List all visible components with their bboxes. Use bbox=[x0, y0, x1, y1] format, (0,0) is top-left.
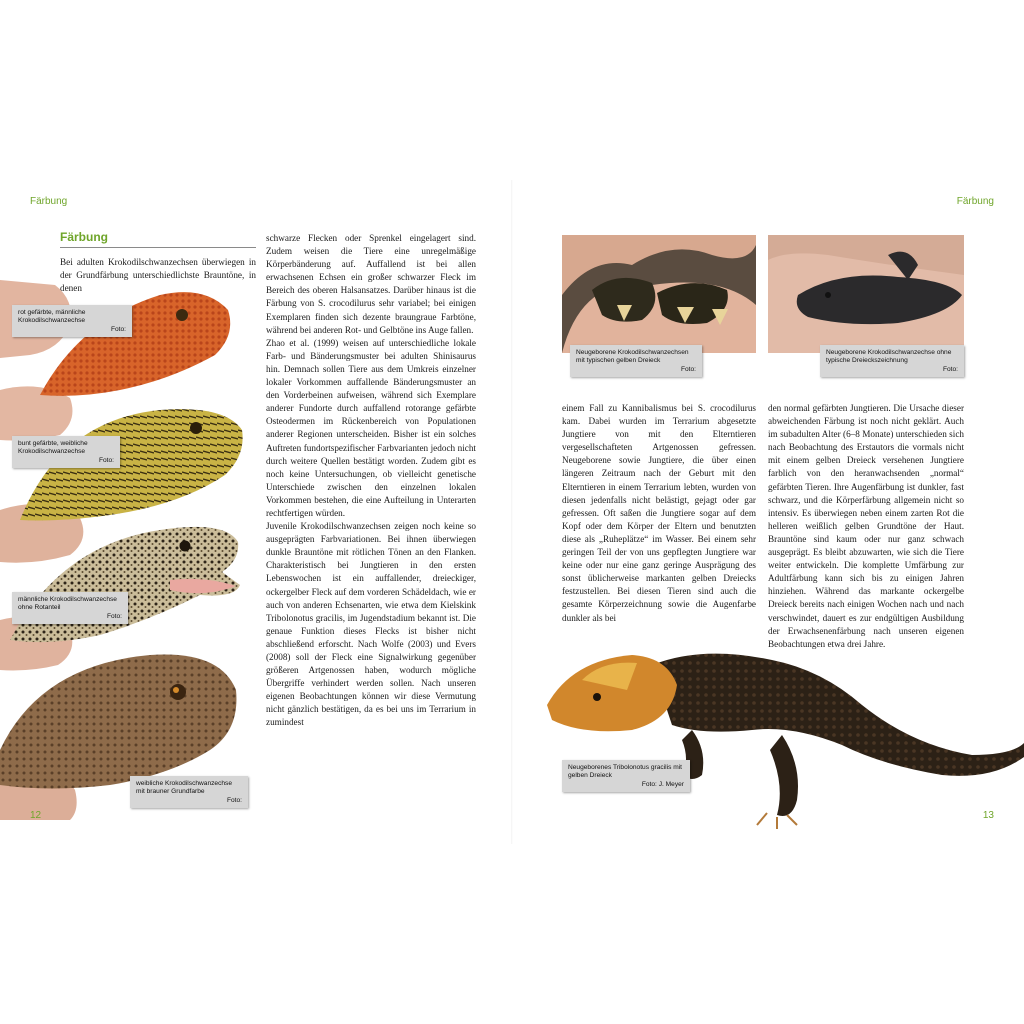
caption-credit: Foto: bbox=[110, 326, 126, 333]
eye-grey bbox=[180, 541, 191, 552]
caption-credit: Foto: J. Meyer bbox=[641, 781, 684, 788]
caption-text: bunt gefärbte, weibliche Krokodilschwanzechse bbox=[18, 440, 88, 455]
right-column-1 bbox=[562, 402, 756, 642]
back-leg bbox=[770, 735, 798, 816]
caption-text: Neugeborenes Tribolonotus gracilis mit gelben Dreieck bbox=[568, 764, 682, 779]
caption-credit: Foto: bbox=[106, 613, 122, 620]
caption-red-male bbox=[12, 305, 132, 337]
paragraph: Juvenile Krokodilschwanzechsen zeigen noch keine so ausgeprägten Farbvariationen. Bei ihnen überwiegen dunkle Brauntöne mit rötlichen Tönen an den Flanken. Charakteristisch bei Jungtieren in den ersten Lebenswochen ist ein auffallender, dreieckiger, ockergelber Fleck auf dem vorderen Schädeldach, wie er auch von anderen Echsenarten, wie etwa dem Kielskink Tribolonotus gracilis, im Jugendstadium bekannt ist. Die genaue Funktion dieses Flecks ist bisher nicht abschließend erforscht. Nach Wolfe (2003) und Evers (2008) soll der Fleck eine Signalwirkung gegenüber größeren Artgenossen haben, wodurch mögliche Übergriffe verhindert werden sollen. Nach unseren eigenen Beobachtungen können wir diese Vermutung nicht gänzlich bestätigen, da es bei uns im Terrarium in zumindest bbox=[266, 521, 476, 728]
caption-hatchling-no-triangle bbox=[820, 345, 964, 377]
paragraph: schwarze Flecken oder Sprenkel eingelagert sind. Zudem weisen die Tiere eine unregelmäßige Körperbänderung auf. Auffallend ist bei allen erwachsenen Echsen ein großer schwarzer Fleck im Bereich des oberen Halsansatzes. Darüber hinaus ist die Färbung von S. crocodilurus sehr variabel; bei einigen Exemplaren finden sich dezente braungraue Farbtöne, während bei anderen Rot- und Gelbtöne ins Auge fallen. bbox=[266, 233, 476, 335]
running-head-left: Färbung bbox=[30, 196, 68, 207]
right-page bbox=[512, 180, 1024, 844]
eye-colourful bbox=[190, 422, 202, 434]
body bbox=[652, 654, 1024, 776]
caption-brown-female bbox=[130, 776, 248, 808]
caption-tribolonotus bbox=[562, 760, 690, 792]
paragraph: einem Fall zu Kannibalismus bei S. crocodilurus kam. Dabei wurden im Terrarium abgesetzte Jungtiere von mit den Elterntieren vergesellschafteten Artgenossen gefressen. Neugeborene sowie Jungtiere, die über einen längeren Zeitraum nach der Geburt mit den Elterntieren in einem Terrarium lebten, wurden von diesen jedenfalls nicht belästigt, gejagt oder gar gefressen. Oft saßen die Jungtiere sogar auf dem Kopf oder dem Körper der Eltern und benutzten diese als „Ruheplätze“ im Wasser. Bei einem sehr geringen Teil der von uns gepflegten Jungtiere war keine oder nur eine ganz geringe Ausprägung des sonst üblicherweise markanten gelben Dreiecks festzustellen. Bei diesen Tieren sind auch die gesamte Körperzeichnung sowie die Augenfarbe dunkler als bei bbox=[562, 403, 756, 623]
page-number-right: 13 bbox=[982, 810, 994, 821]
running-head-right: Färbung bbox=[956, 196, 994, 207]
claws bbox=[757, 813, 797, 829]
eye-red bbox=[176, 309, 188, 321]
caption-credit: Foto: bbox=[680, 366, 696, 373]
book-spread bbox=[0, 180, 1024, 844]
caption-text: Neugeborene Krokodilschwanzechse ohne typische Dreieckszeichnung bbox=[826, 349, 952, 364]
caption-grey-male bbox=[12, 592, 128, 624]
page-number-left: 12 bbox=[30, 810, 42, 821]
lizard-heads-illustration bbox=[0, 280, 250, 820]
caption-credit: Foto: bbox=[942, 366, 958, 373]
caption-credit: Foto: bbox=[98, 457, 114, 464]
caption-text: männliche Krokodilschwanzechse ohne Rotanteil bbox=[18, 596, 117, 611]
caption-text: weibliche Krokodilschwanzechse mit brauner Grundfarbe bbox=[136, 780, 233, 795]
caption-hatchlings-yellow-triangle bbox=[570, 345, 702, 377]
left-page bbox=[0, 180, 512, 844]
iris-brown bbox=[173, 687, 179, 693]
caption-text: rot gefärbte, männliche Krokodilschwanzechse bbox=[18, 309, 86, 324]
tribolonotus-illustration bbox=[542, 635, 1024, 830]
eye bbox=[593, 693, 601, 701]
section-title: Färbung bbox=[60, 230, 256, 248]
left-column-2 bbox=[266, 232, 476, 804]
caption-text: Neugeborene Krokodilschwanzechsen mit typischen gelben Dreieck bbox=[576, 349, 689, 364]
photo-hatchlings-in-hand bbox=[562, 235, 756, 353]
paragraph: Zhao et al. (1999) weisen auf unterschiedliche lokale Farb- und Bänderungsmuster bei adulten Shinisaurus hin. Demnach sollen Tiere aus dem Umkreis einzelner lokaler Vorkommen auffallende Bänderungsmuster an den Vorderbeinen aufweisen, während sich Exemplare anderer Fundorte durch auffallend rotorange gefärbte Osteodermen im Rückenbereich von Populationen anderer Regionen unterscheiden. Bisher ist ein solches Auftreten fundortspezifischer Farbvarianten jedoch nicht durch weitere Quellen bestätigt worden. Zudem gibt es noch keine Untersuchungen, ob vielleicht genetische Unterschiede zwischen den einzelnen lokalen Vorkommen bestehen, die eine Aufteilung in Unterarten rechtfertigen würden. bbox=[266, 337, 476, 518]
intro-text: Bei adulten Krokodilschwanzechsen überwiegen in der Grundfärbung unterschiedlichste Brauntöne, in denen bbox=[60, 257, 256, 294]
photo-hatchling-no-triangle bbox=[768, 235, 964, 353]
caption-colourful-female bbox=[12, 436, 120, 468]
caption-credit: Foto: bbox=[226, 797, 242, 804]
paragraph: den normal gefärbten Jungtieren. Die Ursache dieser abweichenden Färbung ist noch nicht geklärt. Auch im subadulten Alter (6–8 Monate) unterschieden sich nach Beobachtung des Erstautors die vormals nicht mit einem gelben Dreieck versehenen Jungtiere farblich von den heranwachsenden „normal“ gefärbten Tieren. Ihre Augenfärbung ist dunkler, fast schwarz, und die Körperfärbung allgemein nicht so intensiv. Es überwiegen neben einem zarten Rot die helleren weißlich gelben Grundtöne der Haut. Brauntöne sind kaum oder nur ganz schwach ausgeprägt. Es bleibt abzuwarten, wie sich die Tiere weiter entwickeln. Die komplette Umfärbung zur Adultfärbung kann sich bis zu einigen Jahren hinziehen. Während das markante ockergelbe Dreieck bereits nach einigen Wochen nach und nach verschwindet, dauert es zur endgültigen Ausbildung der Erwachsenenfärbung nach unseren eigenen Beobachtungen etwa drei Jahre. bbox=[768, 403, 964, 649]
lizard-head-brown bbox=[0, 654, 236, 788]
